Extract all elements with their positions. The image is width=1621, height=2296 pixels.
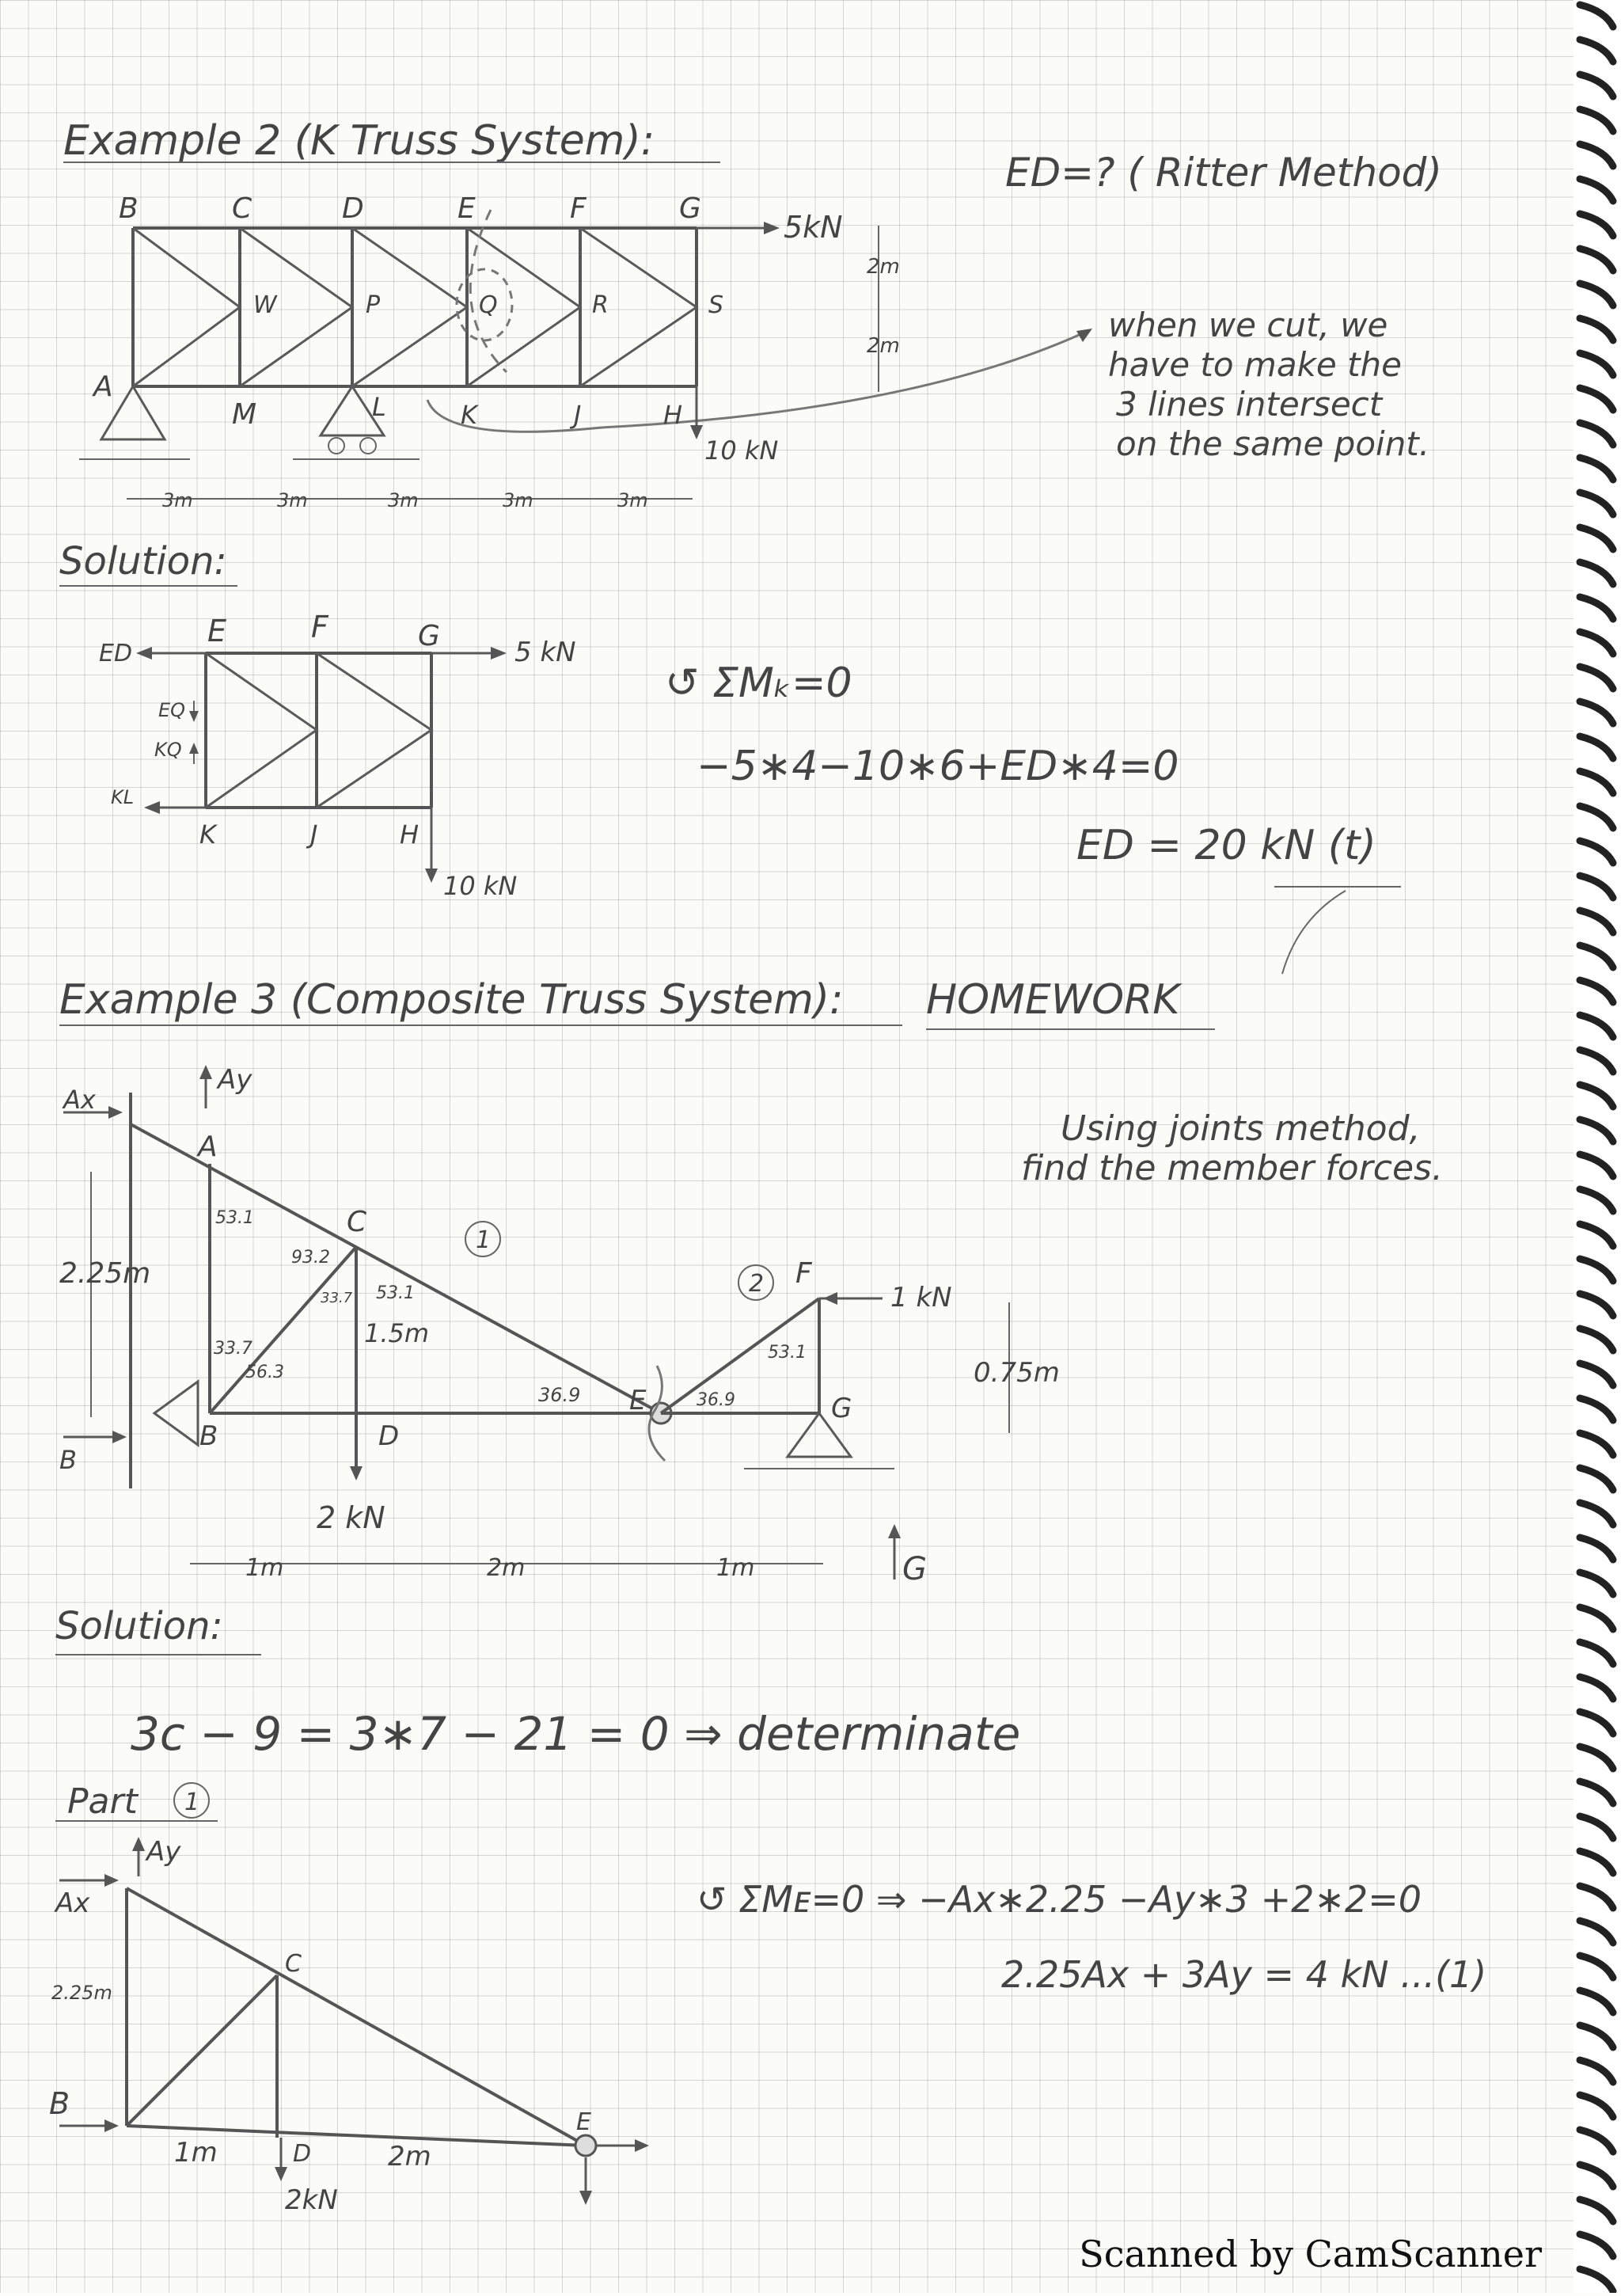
node-g: G bbox=[679, 192, 701, 225]
ex2-span-1: 3m bbox=[162, 489, 193, 511]
sol3-dim: 2.25m bbox=[51, 1982, 112, 2004]
ex3-node-f: F bbox=[795, 1257, 812, 1290]
sol2-eq3: ED = 20 kN (t) bbox=[1076, 822, 1376, 869]
sol3-d2: 2m bbox=[388, 2141, 431, 2172]
part-2-circle: 2 bbox=[749, 1270, 765, 1298]
ex3-node-d: D bbox=[378, 1420, 400, 1452]
sol2-title: Solution: bbox=[59, 539, 227, 584]
ex3-title: Example 3 (Composite Truss System): bbox=[59, 976, 844, 1024]
sol2-eq2: −5∗4−10∗6+ED∗4=0 bbox=[697, 743, 1179, 790]
ex2-span-3: 3m bbox=[388, 489, 419, 511]
sol2-fbd bbox=[136, 647, 507, 883]
ex3-note-1: Using joints method, bbox=[1061, 1108, 1421, 1149]
ex3-node-g: G bbox=[831, 1393, 852, 1424]
ex2-span-2: 3m bbox=[277, 489, 308, 511]
node-a: A bbox=[93, 371, 113, 403]
ex3-node-e: E bbox=[629, 1385, 647, 1416]
ex3-span-3: 1m bbox=[716, 1554, 755, 1582]
node-k: K bbox=[461, 400, 477, 430]
sol3-fbd bbox=[59, 1837, 649, 2205]
node-m: M bbox=[232, 398, 257, 431]
ex3-node-c: C bbox=[347, 1206, 367, 1238]
node-d: D bbox=[342, 192, 364, 225]
sol2-eq1: ↺ ΣMₖ=0 bbox=[665, 660, 852, 707]
sol2-load-h: 5 kN bbox=[514, 637, 576, 668]
node-s: S bbox=[708, 291, 724, 319]
ex3-len: 1.5m bbox=[364, 1318, 430, 1348]
sol2-node-f: F bbox=[311, 610, 328, 644]
ex2-dim-v1: 2m bbox=[867, 255, 900, 279]
node-h: H bbox=[663, 400, 683, 430]
node-p: P bbox=[366, 291, 381, 319]
force-ed: ED bbox=[99, 640, 133, 667]
node-c: C bbox=[232, 192, 252, 225]
sol3-e: E bbox=[576, 2108, 591, 2136]
angle-7: 36.9 bbox=[538, 1384, 581, 1406]
ex2-question: ED=? ( Ritter Method) bbox=[1005, 150, 1442, 196]
force-eq: EQ bbox=[158, 699, 186, 721]
sol2-node-k: K bbox=[199, 819, 216, 850]
angle-1: 53.1 bbox=[215, 1208, 254, 1228]
ex3-span-1: 1m bbox=[245, 1554, 284, 1582]
ex3-ay: Ay bbox=[218, 1064, 252, 1096]
sol2-node-j: J bbox=[310, 819, 318, 850]
node-j: J bbox=[574, 400, 582, 430]
ex3-reaction: G bbox=[902, 1551, 927, 1587]
ex3-load-f: 1 kN bbox=[890, 1282, 952, 1313]
sol3-ax: Ax bbox=[55, 1887, 90, 1919]
ex2-note-4: on the same point. bbox=[1116, 424, 1430, 463]
ex3-node-a: A bbox=[198, 1131, 218, 1163]
ex2-title: Example 2 (K Truss System): bbox=[63, 117, 655, 165]
sol3-d: D bbox=[293, 2140, 312, 2168]
ex3-span-2: 2m bbox=[487, 1554, 526, 1582]
ex2-span-5: 3m bbox=[617, 489, 648, 511]
ex3-dim-g: 0.75m bbox=[974, 1357, 1060, 1389]
sol3-load: 2kN bbox=[285, 2184, 338, 2216]
sol3-c: C bbox=[285, 1950, 302, 1978]
angle-6: 56.3 bbox=[245, 1363, 284, 1382]
ex2-load-h: 5kN bbox=[784, 210, 843, 245]
sol3-title: Solution: bbox=[55, 1604, 223, 1648]
sol3-ay: Ay bbox=[146, 1836, 181, 1868]
node-w: W bbox=[253, 291, 277, 319]
ex2-note-3: 3 lines intersect bbox=[1116, 385, 1383, 424]
angle-3: 33.7 bbox=[214, 1339, 252, 1359]
sol2-node-h: H bbox=[400, 819, 419, 850]
sol2-load-v: 10 kN bbox=[443, 871, 518, 901]
ex3-load-d: 2 kN bbox=[317, 1500, 385, 1535]
sol3-eq2: 2.25Ax + 3Ay = 4 kN ...(1) bbox=[1001, 1953, 1487, 1996]
node-l: L bbox=[372, 392, 386, 422]
sol3-part: Part bbox=[67, 1781, 138, 1822]
force-kq: KQ bbox=[154, 739, 182, 761]
ex3-ax: Ax bbox=[63, 1085, 96, 1115]
ex3-homework: HOMEWORK bbox=[926, 976, 1180, 1024]
node-e: E bbox=[457, 192, 476, 225]
ex3-note-2: find the member forces. bbox=[1021, 1148, 1443, 1188]
ex2-load-v: 10 kN bbox=[704, 435, 779, 466]
angle-8: 36.9 bbox=[697, 1390, 735, 1410]
scanner-footer: Scanned by CamScanner bbox=[1079, 2233, 1542, 2275]
ex2-span-4: 3m bbox=[503, 489, 533, 511]
force-kl: KL bbox=[111, 786, 135, 808]
node-f: F bbox=[570, 192, 587, 225]
sol3-part-num: 1 bbox=[184, 1789, 200, 1816]
ex2-note-2: have to make the bbox=[1108, 345, 1403, 384]
angle-9: 53.1 bbox=[768, 1343, 807, 1363]
sol3-d1: 1m bbox=[174, 2137, 218, 2169]
ex2-note-1: when we cut, we bbox=[1108, 306, 1388, 344]
angle-2: 93.2 bbox=[291, 1248, 330, 1268]
ex3-dim-h: 2.25m bbox=[59, 1257, 151, 1290]
sol3-eq1: ↺ ΣMᴇ=0 ⇒ −Ax∗2.25 −Ay∗3 +2∗2=0 bbox=[697, 1878, 1422, 1921]
angle-4: 53.1 bbox=[376, 1283, 415, 1303]
ex3-node-b: B bbox=[199, 1420, 218, 1452]
sol3-eq-det: 3c − 9 = 3∗7 − 21 = 0 ⇒ determinate bbox=[131, 1707, 1021, 1761]
k-truss-diagram bbox=[79, 210, 1092, 459]
angle-5: 33.7 bbox=[321, 1290, 353, 1306]
node-b: B bbox=[119, 192, 139, 225]
ex3-b: B bbox=[59, 1445, 77, 1475]
sol3-b: B bbox=[49, 2086, 70, 2121]
node-q: Q bbox=[479, 291, 498, 319]
part-1-circle: 1 bbox=[476, 1226, 492, 1254]
sol2-node-e: E bbox=[207, 614, 227, 648]
node-r: R bbox=[592, 291, 609, 319]
sol2-node-g: G bbox=[418, 620, 440, 652]
ex2-dim-v2: 2m bbox=[867, 334, 900, 358]
